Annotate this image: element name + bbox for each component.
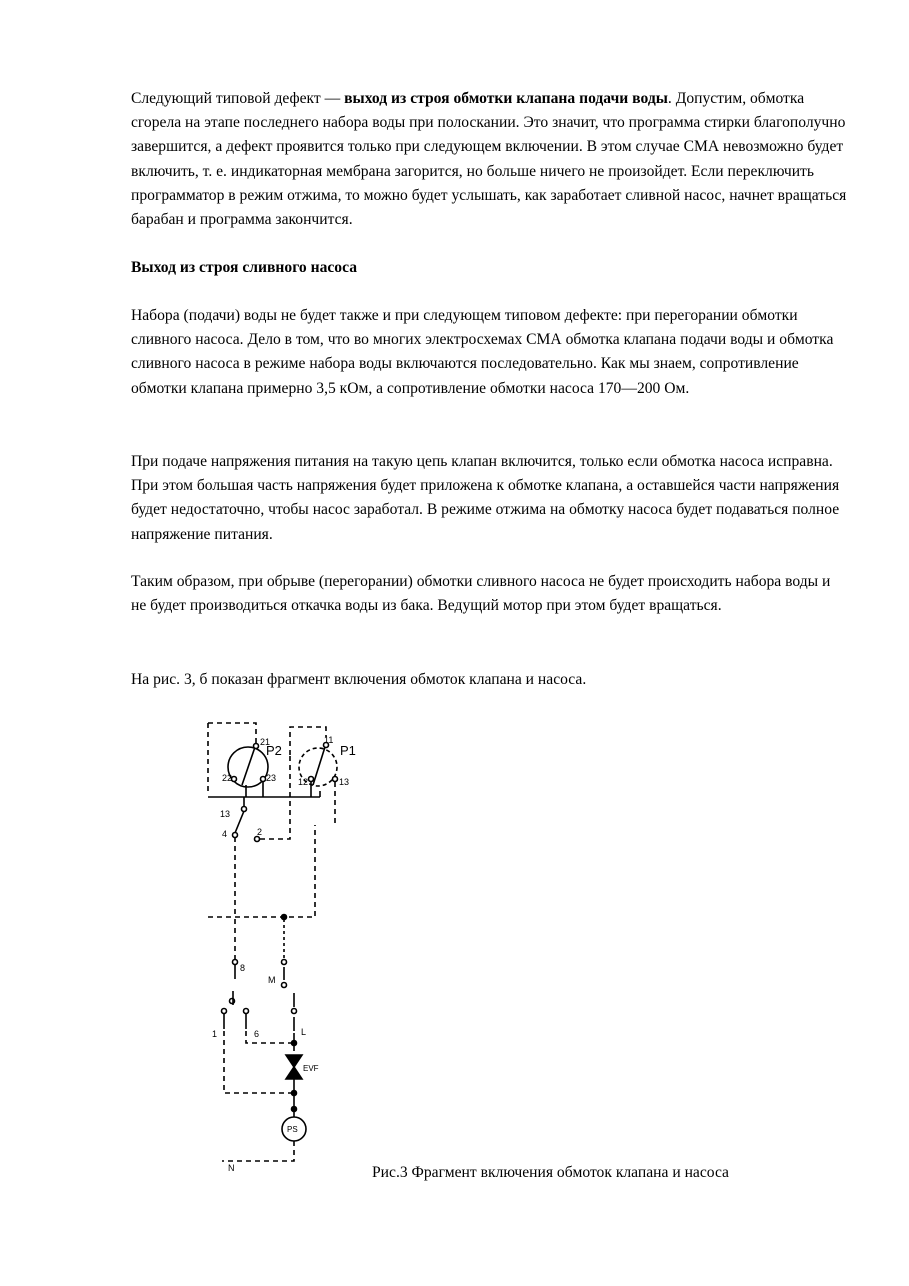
label-4: 4 bbox=[222, 829, 228, 839]
paragraph-lead: Следующий типовой дефект — bbox=[131, 90, 345, 107]
paragraph-consequence: Таким образом, при обрыве (перегорании) обмотки сливного насоса не будет происходить набора воды и не будет производиться откачка воды из бака. Ведущий мотор при этом будет вращаться. bbox=[131, 573, 831, 615]
label-22: 22 bbox=[222, 773, 233, 783]
label-8: 8 bbox=[240, 963, 246, 973]
paragraph-figure-ref: На рис. 3, б показан фрагмент включения обмоток клапана и насоса. bbox=[131, 671, 587, 688]
evf-valve-top bbox=[286, 1055, 302, 1067]
label-13: 13 bbox=[339, 777, 350, 787]
paragraph-pump-series: Набора (подачи) воды не будет также и при следующем типовом дефекте: при перегорании обмотки сливного насоса. Дело в том, что во многих электросхемах СМА обмотка клапана подачи воды и обмотка сливного насоса в режиме набора воды включаются последовательно. Как мы знаем, сопротивление обмотки клапана примерно 3,5 кОм, а сопротивление обмотки насоса 170—200 Ом. bbox=[131, 307, 834, 397]
label-6: 6 bbox=[254, 1029, 260, 1039]
paragraph-valve-defect bbox=[131, 87, 847, 232]
label-13b: 13 bbox=[220, 809, 231, 819]
label-ps: PS bbox=[287, 1125, 298, 1134]
label-evf: EVF bbox=[303, 1064, 319, 1073]
section-heading: Выход из строя сливного насоса bbox=[131, 259, 357, 276]
label-21: 21 bbox=[260, 737, 271, 747]
label-2: 2 bbox=[257, 827, 263, 837]
label-23: 23 bbox=[266, 773, 277, 783]
label-m: M bbox=[268, 975, 276, 985]
label-n: N bbox=[228, 1163, 235, 1173]
label-l: L bbox=[301, 1027, 307, 1037]
label-1: 1 bbox=[212, 1029, 218, 1039]
label-p1: P1 bbox=[340, 743, 356, 758]
figure-caption: Рис.3 Фрагмент включения обмоток клапана и насоса bbox=[372, 1164, 729, 1181]
evf-valve-bottom bbox=[286, 1067, 302, 1079]
label-12: 12 bbox=[298, 777, 309, 787]
paragraph-rest: . Допустим, обмотка сгорела на этапе последнего набора воды при полоскании. Это значит, что программа стирки благополучно завершится, а дефект проявится только при следующем включении. В этом случае СМА невозможно будет включить, т. е. индикаторная мембрана загорится, но больше ничего не произойдет. Если переключить программатор в режим отжима, то можно будет услышать, как заработает сливной насос, начнет вращаться барабан и программа закончится. bbox=[131, 90, 847, 229]
label-p2: P2 bbox=[266, 743, 282, 758]
label-11: 11 bbox=[324, 735, 334, 745]
wiring-diagram bbox=[200, 715, 380, 1185]
paragraph-voltage: При подаче напряжения питания на такую цепь клапан включится, только если обмотка насоса исправна. При этом большая часть напряжения будет приложена к обмотке клапана, а оставшейся части напряжения будет недостаточно, чтобы насос заработал. В режиме отжима на обмотку насоса будет подаваться полное напряжение питания. bbox=[131, 453, 840, 543]
p2-dashed-line bbox=[208, 723, 256, 745]
bold-phrase: выход из строя обмотки клапана подачи воды bbox=[344, 90, 668, 107]
